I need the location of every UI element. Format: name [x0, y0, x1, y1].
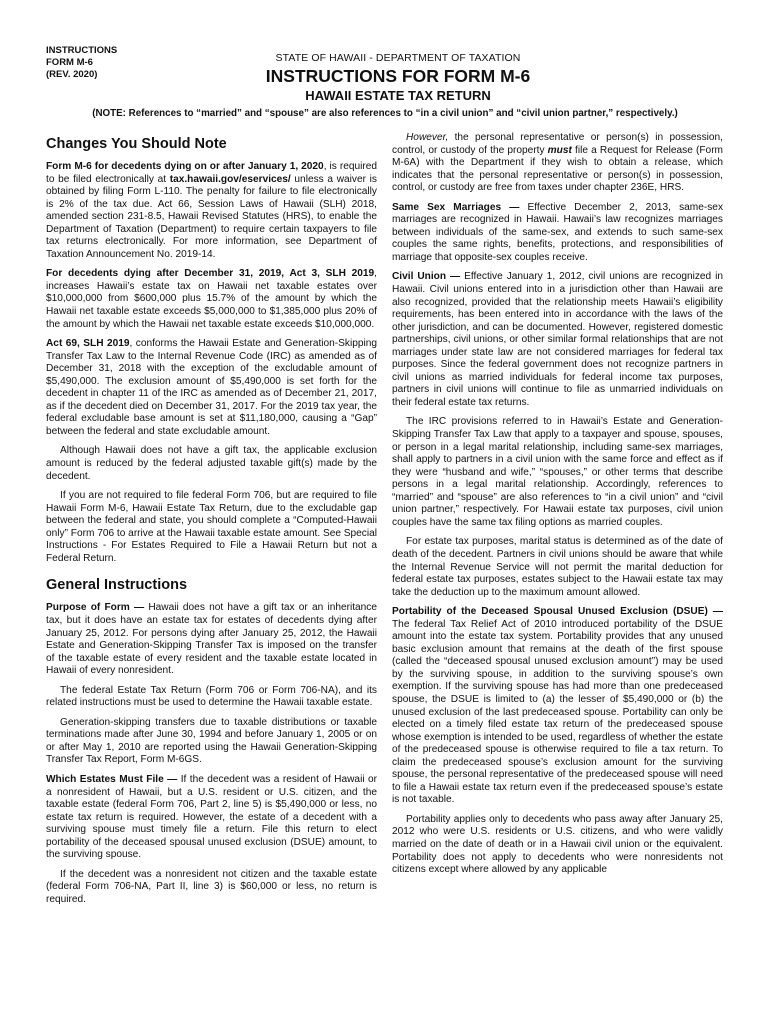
header-note: (NOTE: References to “married” and “spouse” are also references to “in a civil union” and “civil union partner,” respectively.)	[92, 108, 678, 119]
paragraph-text: Effective January 1, 2012, civil unions are recognized in Hawaii. Civil unions entered into in a jurisdiction other than Hawaii are also recognized, provided that the relationship meets Hawaii’s eligibility requirements, has been entered into in accordance with the laws of the other jurisdiction, and can be documented. However, registered domestic partnerships, civil unions, or other similar formal relationships that are not marriages under state law are not considered marriages for federal tax purposes. Since the federal government does not recognize partners in civil unions as married individuals for federal income tax purposes, partners in civil unions will continue to file as unmarried individuals on their federal estate tax returns.	[392, 271, 724, 408]
emphasis-must: must	[547, 144, 572, 156]
form-label-line: INSTRUCTIONS	[46, 45, 118, 56]
paragraph-text: , conforms the Hawaii Estate and Generation-Skipping Transfer Tax Law to the Internal Revenue Code (IRC) as amended as of December 31, 2018 with the exception of the excludable amount of $5,490,000. The exclusion amount of $5,490,000 is set forth for the decedent in chapter 11 of the IRC as amended as of December 21, 2017, as if the decedent died on December 31, 2017. For the 2019 tax year, the federal excludable base amount is set at $11,180,000, causing a “Gap” between the federal and state excludable amount.	[46, 338, 377, 437]
paragraph-text: , is required to be filed electronically at	[46, 161, 378, 185]
paragraph-text: The federal Tax Relief Act of 2010 introduced portability of the DSUE amount into the estate tax system. Portability provides that any unused basic exclusion amount that remains at the death of the first spouse (called the “deceased spousal unused exclusion amount”) may be used by the surviving spouse, in addition to the surviving spouse’s own exemption. If the surviving spouse has had more than one predeceased spouse, the DSUE is limited to (a) the lesser of $5,490,000 or (b) the unused exclusion of the last predeceased spouse. Portability can only be elected on a timely filed estate tax return of the predeceased spouse whose exemption is intended to be used, regardless of whether the estate of the predeceased spouse is otherwise required to file a tax return. To claim the predeceased spouse’s exclusion amount for the surviving spouse, the personal representative of the predeceased spouse will need to file a Hawaii estate tax return even if the predeceased spouse’s estate is not taxable.	[392, 618, 723, 806]
form-number: FORM M-6	[46, 57, 93, 68]
paragraph	[392, 271, 723, 409]
paragraph-text: file a Request for Release (Form M-6A) with the Department if they wish to obtain a release, which indicates that the personal representative or person(s) in possession, control, or custody are free from taxes under chapter 236E, HRS.	[392, 144, 723, 194]
right-column	[392, 132, 723, 884]
paragraph-text: unless a waiver is obtained by filing Form L-110. The penalty for failure to file electronically is 2% of the tax due. Act 66, Session Laws of Hawaii (SLH) 2018, amended section 231-8.5, Hawaii Revised Statutes (HRS), to enable the Department of Taxation (Department) to require certain taxpayers to file tax returns electronically. For more information, see Department of Taxation Announcement No. 2019-14.	[46, 173, 377, 260]
paragraph-lead: However,	[406, 132, 449, 143]
paragraph-text: , increases Hawaii’s estate tax on Hawaii net taxable estates over $10,000,000 from $600,000 plus 15.7% of the amount by which the Hawaii net taxable estate exceeds $5,000,000 to $1,385,000 plus 20% of the amount by which the Hawaii net taxable estate exceeds $10,000,000.	[46, 268, 377, 330]
paragraph	[46, 268, 377, 331]
paragraph	[46, 602, 377, 677]
paragraph-lead: Act 69, SLH 2019	[46, 338, 130, 350]
page-title: INSTRUCTIONS FOR FORM M-6	[265, 66, 531, 86]
general-instructions-heading: General Instructions	[46, 577, 188, 594]
paragraph-lead: Purpose of Form —	[46, 602, 145, 614]
paragraph-lead: For decedents dying after December 31, 2019, Act 3, SLH 2019	[46, 268, 375, 280]
paragraph-text: Hawaii does not have a gift tax or an inheritance tax, but it does have an estate tax for estates of decedents dying after January 25, 2012. For persons dying after January 25, 2012, the Hawaii Estate and Generation-Skipping Transfer Tax is imposed on the transfer of the taxable estate of every resident and the taxable estate located in Hawaii of every nonresident.	[46, 602, 377, 677]
paragraph: Although Hawaii does not have a gift tax, the applicable exclusion amount is reduced by the federal adjusted taxable gift(s) made by the decedent.	[46, 445, 377, 482]
paragraph: Generation-skipping transfers due to taxable distributions or taxable terminations made after June 30, 1994 and before January 1, 2005 or on or after May 1, 2010 are reported using the Hawaii Generation-Skipping Transfer Tax Report, Form M-6GS.	[46, 716, 377, 766]
paragraph	[46, 338, 377, 438]
paragraph	[392, 606, 723, 807]
form-revision: (REV. 2020)	[46, 69, 98, 80]
paragraph: If you are not required to file federal Form 706, but are required to file Hawaii Form M-6, Hawaii Estate Tax Return, due to the excludable gap between the federal and state, you should complete a “Computed-Hawaii only” Form 706 to arrive at the Hawaii taxable estate amount. See Special Instructions - For Estates Required to File a Hawaii Return but not a Federal Return.	[46, 490, 377, 564]
page-subtitle: HAWAII ESTATE TAX RETURN	[305, 88, 491, 103]
left-column	[46, 133, 377, 913]
paragraph: For estate tax purposes, marital status is determined as of the date of death of the decedent. Partners in civil unions should be aware that while the Internal Revenue Service will not permit the marital deduction for federal estate tax purposes, estates subject to the Hawaii estate tax may take the deduction up to the maximum amount allowed.	[392, 536, 723, 598]
paragraph-lead: Form M-6 for decedents dying on or after January 1, 2020	[46, 161, 324, 172]
paragraph	[46, 774, 377, 862]
paragraph: The IRC provisions referred to in Hawaii’s Estate and Generation-Skipping Transfer Tax Law that apply to a taxpayer and spouse, spouses, or person in a legal marital relationship, including same-sex marriages, shall apply to partners in a civil union with the same force and effect as if they were “husband and wife,” “spouses,” or other terms that describe persons in a legal marital relationship. Accordingly, references to “married” and “spouse” are also references to “in a civil union” and “civil union partner,” respectively. For Hawaii estate tax purposes, civil union couples have the same tax filing options as married couples.	[392, 416, 723, 528]
paragraph: The federal Estate Tax Return (Form 706 or Form 706-NA), and its related instructions must be used to determine the Hawaii taxable estate.	[46, 684, 377, 709]
paragraph-text: Effective December 2, 2013, same-sex marriages are recognized in Hawaii. Hawaii’s law recognizes marriages between individuals of the same-sex, and extends to such same-sex couples the same rights, benefits, protections, and responsibilities of marriage that opposite-sex couples receive.	[392, 201, 724, 263]
paragraph-lead: Civil Union —	[392, 271, 461, 283]
paragraph-lead: Which Estates Must File —	[46, 773, 178, 785]
paragraph-lead: Portability of the Deceased Spousal Unused Exclusion (DSUE) —	[392, 606, 723, 618]
paragraph-lead: Same Sex Marriages —	[392, 201, 520, 213]
paragraph: Portability applies only to decedents who pass away after January 25, 2012 who were U.S. residents or U.S. citizens, and who were validly married on the date of death or in a Hawaii civil union or the equivalent. Portability does not apply to decedents who were nonresidents not citizens except where allowed by any applicable	[392, 813, 723, 876]
paragraph: If the decedent was a nonresident not citizen and the taxable estate (federal Form 706-NA, Part II, line 3) is $60,000 or less, no return is required.	[46, 868, 377, 905]
paragraph	[392, 202, 723, 265]
paragraph-text: the personal representative or person(s) in possession, control, or custody of the property	[392, 132, 723, 156]
eservices-url: tax.hawaii.gov/eservices/	[169, 173, 291, 185]
paragraph	[46, 161, 377, 261]
paragraph-text: If the decedent was a resident of Hawaii or a nonresident of Hawaii, but a U.S. resident or U.S. citizen, and the taxable estate (federal Form 706, Part 2, line 5) is $5,490,000 or less, no estate tax return is required. However, the estate of a decedent with a surviving spouse must timely file a return. File this return to elect portability of the deceased spousal unused exclusion (DSUE) amount, to the surviving spouse.	[46, 773, 377, 861]
changes-heading: Changes You Should Note	[46, 136, 227, 152]
paragraph	[392, 132, 723, 195]
agency-name: STATE OF HAWAII - DEPARTMENT OF TAXATION	[275, 52, 521, 64]
